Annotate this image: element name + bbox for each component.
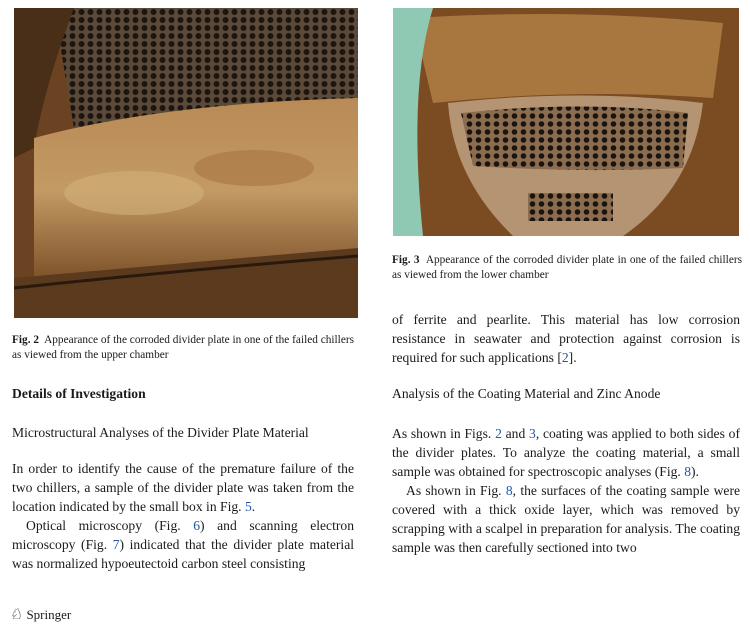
text-run: ). [690,464,699,479]
page-footer [9,605,71,624]
figure-3-caption [392,253,742,283]
figure-2-label: Fig. 2 [12,334,40,346]
text-run: . [251,499,256,514]
text-run: Optical microscopy (Fig. [26,518,194,533]
text-run: , coating was applied to both sides of the divider plates. To analyze the coating material, a small sample was obtained for spectroscopic analyses (Fig. [392,426,740,479]
text-run: ]. [568,350,577,365]
paragraph [392,424,740,481]
right-column-body [392,424,740,557]
text-run: ) indicated that the divider plate material was normalized hypoeutectoid carbon steel consisting [12,537,355,571]
text-run: , the surfaces of the coating sample were covered with a thick oxide layer, which was removed by scrapping with a scalpel in preparation for analysis. The coating sample was then carefully sectioned into two [392,483,740,555]
figure-3-image [393,8,739,236]
figure-link[interactable]: 8 [684,464,691,479]
text-run: As shown in Figs. [392,426,496,441]
reference-link[interactable]: 2 [561,350,569,365]
section-heading-details: Details of Investigation [12,386,146,401]
figure-link[interactable]: 3 [529,426,536,441]
publisher-name: Springer [26,606,72,622]
figure-link[interactable]: 2 [495,426,502,441]
figure-link[interactable]: 7 [112,537,120,552]
figure-link[interactable]: 6 [193,518,201,533]
text-run: and [501,426,530,441]
subsection-heading-coating: Analysis of the Coating Material and Zinc Anode [392,386,661,401]
text-run: As shown in Fig. [406,483,506,498]
figure-2-image [14,8,358,318]
text-run: of ferrite and pearlite. This material has low corrosion resistance in seawater and protection against corrosion is required for such applications [ [392,312,740,365]
figure-2-caption [12,333,354,363]
right-column-continuation [392,310,740,367]
left-column-body [12,459,354,573]
text-run: ) and scanning electron microscopy (Fig. [12,518,354,552]
figure-link[interactable]: 5 [244,499,252,514]
text-run: In order to identify the cause of the premature failure of the two chillers, a sample of the divider plate was taken from the location indicated by the small box in Fig. [12,461,354,514]
springer-horse-icon: ♘ [9,607,23,623]
figure-2-caption-text: Appearance of the corroded divider plate in one of the failed chillers as viewed from the upper chamber [12,334,354,361]
figure-3-label: Fig. 3 [392,254,420,266]
figure-3-caption-text: Appearance of the corroded divider plate in one of the failed chillers as viewed from the lower chamber [392,254,742,281]
paragraph [12,459,354,516]
figure-link[interactable]: 8 [505,483,513,498]
paragraph [12,516,354,573]
subsection-heading-microstructure: Microstructural Analyses of the Divider Plate Material [12,425,309,440]
paragraph [392,481,740,557]
